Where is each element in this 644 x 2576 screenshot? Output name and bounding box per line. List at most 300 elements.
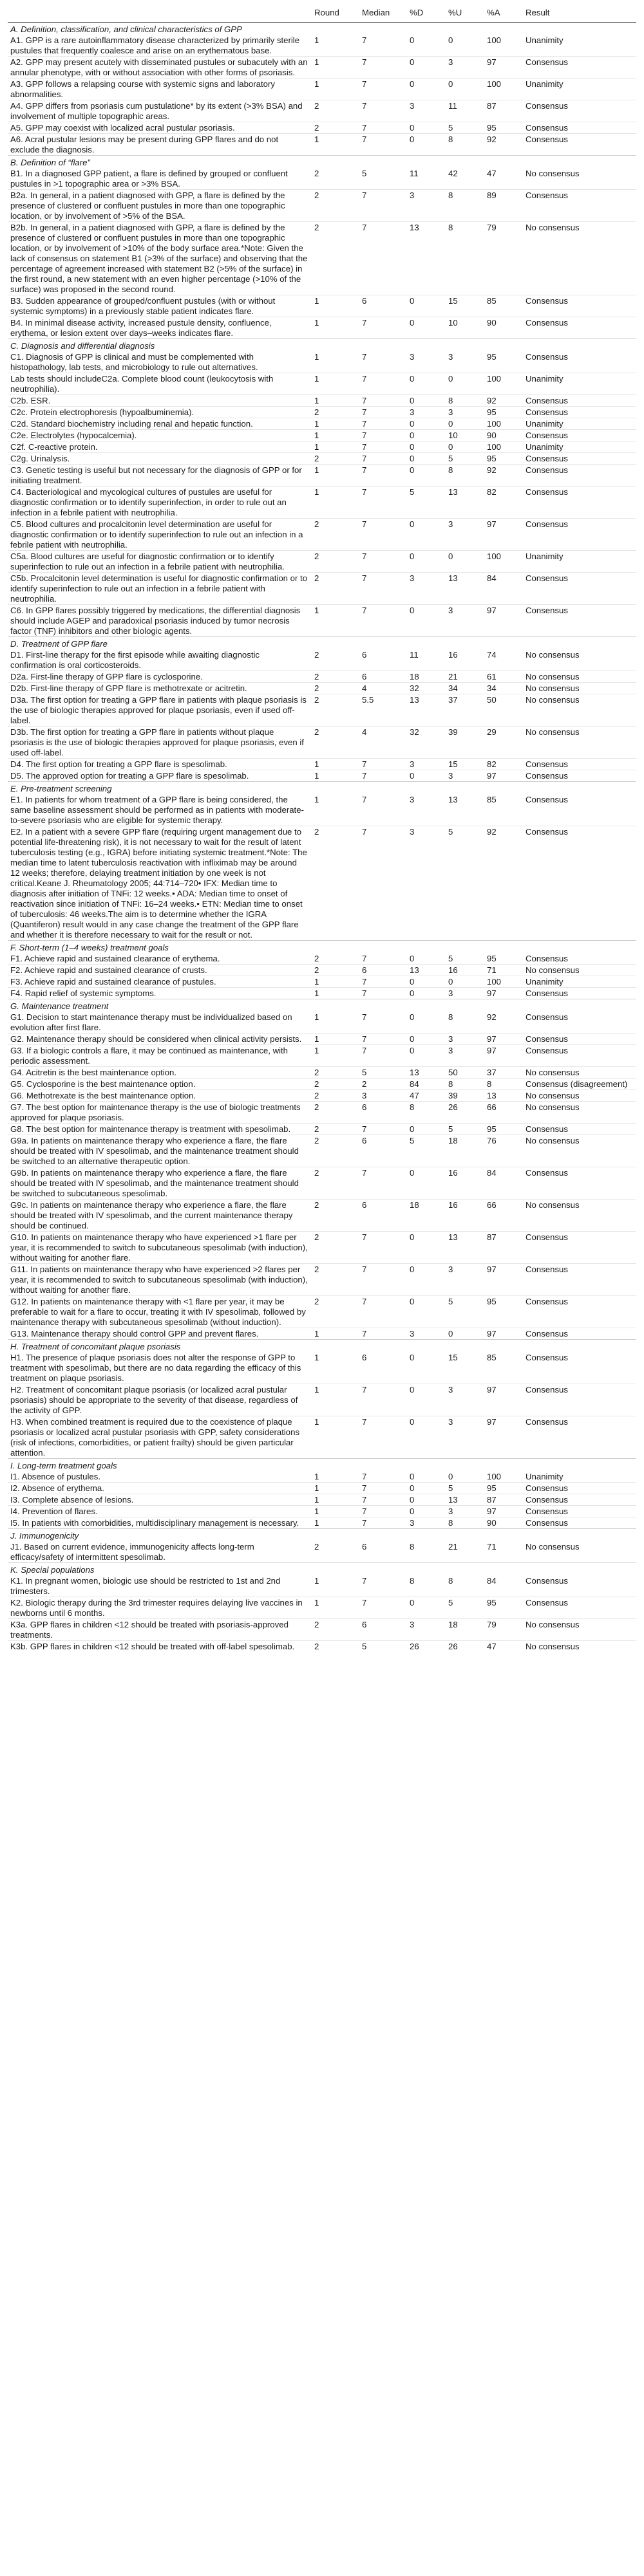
pct-disagree-cell: 0 [407, 430, 446, 441]
pct-disagree-cell: 0 [410, 396, 415, 405]
result-cell: Consensus [526, 134, 568, 144]
pct-undecided-cell: 5 [446, 122, 484, 134]
pct-agree-cell: 90 [487, 318, 497, 328]
pct-undecided-cell: 26 [446, 1102, 484, 1124]
table-row [8, 770, 636, 782]
round-cell: 2 [314, 954, 319, 963]
pct-disagree-cell: 0 [410, 954, 415, 963]
pct-disagree-cell: 8 [407, 1575, 446, 1597]
table-row [8, 1494, 636, 1506]
statement-cell: C2b. ESR. [10, 396, 51, 405]
pct-disagree-cell: 13 [410, 1068, 419, 1077]
statement-cell: H1. The presence of plaque psoriasis does not alter the response of GPP to treatment with spesolimab, but there are no data regarding the efficacy of this treatment on plaque psoriasis. [8, 1352, 312, 1384]
statement-cell: I1. Absence of pustules. [8, 1471, 312, 1483]
median-cell: 7 [359, 551, 407, 573]
pct-undecided-cell: 26 [448, 1642, 458, 1651]
result-cell: Consensus [523, 1045, 636, 1067]
pct-agree-cell: 29 [484, 727, 523, 759]
median-cell: 7 [359, 79, 407, 100]
statement-cell: G9c. In patients on maintenance therapy who experience a flare, the flare should be treated with IV spesolimab, and the current maintenance therapy should be continued. [8, 1200, 312, 1232]
result-cell: Consensus [523, 1264, 636, 1296]
table-row [8, 1483, 636, 1494]
median-cell: 5.5 [362, 695, 374, 705]
table-row [8, 1296, 636, 1328]
median-cell: 6 [359, 965, 407, 976]
statement-cell: I2. Absence of erythema. [10, 1483, 104, 1493]
round-cell: 2 [312, 453, 359, 465]
section-header-row [8, 782, 636, 795]
pct-agree-cell: 84 [487, 573, 497, 583]
pct-disagree-cell: 0 [410, 57, 415, 67]
round-cell: 2 [312, 190, 359, 222]
pct-undecided-cell: 15 [446, 295, 484, 317]
statement-cell: G5. Cyclosporine is the best maintenance option. [8, 1079, 312, 1090]
statement-cell: B2b. In general, in a patient diagnosed with GPP, a flare is defined by the presence of clustered or confluent pustules in more than one topographic location, or by involvement of >10% of the body surface area.*Note: Given the lack of consensus on statement B1 (>3% of the surface) and observing that the percentage of agreement increased with statement B2 (>5% of the surface) in the first round, a new statement with an even higher percentage (>10% of the surface) was proposed in the second round. [10, 223, 308, 294]
section-title: J. Immunogenicity [10, 1531, 79, 1541]
median-cell: 7 [362, 318, 367, 328]
median-cell: 2 [359, 1079, 407, 1090]
table-body [8, 23, 636, 1653]
table-row [8, 35, 636, 57]
round-cell: 1 [312, 1012, 359, 1033]
pct-undecided-cell: 3 [448, 352, 453, 362]
pct-undecided-cell: 0 [446, 373, 484, 395]
median-cell: 7 [359, 1045, 407, 1067]
pct-disagree-cell: 0 [407, 35, 446, 57]
round-cell: 1 [312, 1494, 359, 1506]
statement-cell: B3. Sudden appearance of grouped/confluent pustules (with or without systemic symptoms) in a previously stable patient indicates flare. [8, 295, 312, 317]
round-cell: 1 [314, 419, 319, 429]
round-cell: 1 [312, 1471, 359, 1483]
result-cell: No consensus [526, 1068, 580, 1077]
round-cell: 1 [312, 988, 359, 999]
median-cell: 7 [362, 573, 367, 583]
result-cell: Consensus [523, 407, 636, 418]
section-header-row [8, 999, 636, 1012]
median-cell: 5 [362, 1642, 367, 1651]
pct-disagree-cell: 0 [407, 373, 446, 395]
result-cell: Consensus [526, 1385, 568, 1395]
pct-undecided-cell: 13 [446, 486, 484, 519]
result-cell: Consensus [526, 573, 568, 583]
result-cell: Consensus [523, 1328, 636, 1340]
section-title: A. Definition, classification, and clinical characteristics of GPP [10, 24, 242, 34]
result-cell: Consensus [523, 988, 636, 999]
median-cell: 7 [359, 1494, 407, 1506]
pct-undecided-cell: 0 [446, 79, 484, 100]
result-cell: Consensus [526, 954, 568, 963]
table-row [8, 1079, 636, 1090]
result-cell: No consensus [523, 1200, 636, 1232]
pct-agree-cell: 97 [487, 1385, 497, 1395]
round-cell: 1 [312, 770, 359, 782]
table-row [8, 965, 636, 976]
median-cell: 7 [359, 453, 407, 465]
section-title: H. Treatment of concomitant plaque psoriasis [10, 1342, 181, 1351]
section-header-row [8, 339, 636, 352]
round-cell: 2 [312, 1135, 359, 1167]
result-cell: Consensus [523, 1517, 636, 1529]
table-row [8, 418, 636, 430]
median-cell: 6 [359, 1352, 407, 1384]
table-row [8, 134, 636, 156]
pct-disagree-cell: 13 [407, 965, 446, 976]
median-cell: 7 [359, 794, 407, 826]
median-cell: 7 [359, 407, 407, 418]
pct-undecided-cell: 3 [446, 770, 484, 782]
statement-cell: B4. In minimal disease activity, increased pustule density, confluence, erythema, or lesion extent over days–weeks indicates flare. [10, 318, 272, 338]
statement-cell: K2. Biologic therapy during the 3rd trimester requires delaying live vaccines in newborns until 6 months. [10, 1598, 303, 1618]
result-cell: Consensus [523, 794, 636, 826]
table-row [8, 1641, 636, 1653]
section-title: D. Treatment of GPP flare [10, 639, 108, 649]
pct-disagree-cell: 0 [410, 1034, 415, 1044]
pct-agree-cell: 95 [487, 1124, 497, 1134]
table-row [8, 122, 636, 134]
statement-cell: A4. GPP differs from psoriasis cum pustulatione* by its extent (>3% BSA) and involvement of multiple topographic areas. [10, 101, 303, 121]
median-cell: 6 [359, 649, 407, 671]
section-header-row [8, 941, 636, 954]
table-row [8, 988, 636, 999]
median-cell: 7 [362, 465, 367, 475]
round-cell: 2 [312, 1200, 359, 1232]
round-cell: 2 [314, 1068, 319, 1077]
result-cell: No consensus [526, 695, 580, 705]
round-cell: 1 [312, 295, 359, 317]
median-cell: 7 [362, 1232, 367, 1242]
result-cell: Unanimity [523, 79, 636, 100]
pct-agree-cell: 100 [487, 419, 502, 429]
pct-undecided-cell: 13 [446, 1494, 484, 1506]
pct-disagree-cell: 18 [410, 672, 419, 681]
section-header-row [8, 23, 636, 35]
round-cell: 2 [312, 965, 359, 976]
median-cell: 7 [359, 35, 407, 57]
statement-cell: G12. In patients on maintenance therapy with <1 flare per year, it may be preferable to wait for a flare to occur, treating it with IV spesolimab, followed by maintenance therapy with subcutaneous spesolimab (without induction). [10, 1297, 306, 1327]
pct-undecided-cell: 0 [448, 419, 453, 429]
pct-disagree-cell: 3 [407, 1619, 446, 1641]
pct-agree-cell: 97 [484, 1264, 523, 1296]
pct-agree-cell: 95 [487, 352, 497, 362]
statement-cell: G9b. In patients on maintenance therapy who experience a flare, the flare should be treated with IV spesolimab, and the maintenance treatment should be switched to subcutaneous spesolimab. [10, 1168, 299, 1198]
median-cell: 5 [362, 1068, 367, 1077]
pct-agree-cell: 100 [484, 79, 523, 100]
statement-cell: H3. When combined treatment is required due to the coexistence of plaque psoriasis or localized acral pustular psoriasis with GPP, safety considerations (risk of infections, comorbidities, or patient frailty) should be given particular attention. [8, 1416, 312, 1459]
pct-undecided-cell: 15 [448, 759, 458, 769]
table-row [8, 453, 636, 465]
median-cell: 3 [362, 1091, 367, 1100]
result-cell: Consensus [526, 1483, 568, 1493]
table-row [8, 1328, 636, 1340]
pct-disagree-cell: 3 [407, 407, 446, 418]
pct-undecided-cell: 5 [448, 1483, 453, 1493]
result-cell: Consensus [523, 453, 636, 465]
result-cell: No consensus [526, 1091, 580, 1100]
table-row [8, 671, 636, 683]
pct-undecided-cell: 3 [446, 605, 484, 637]
table-header [8, 0, 636, 23]
table-row [8, 649, 636, 671]
round-cell: 1 [312, 1517, 359, 1529]
header-median: Median [359, 0, 407, 23]
result-cell: No consensus [523, 1135, 636, 1167]
pct-undecided-cell: 37 [448, 695, 458, 705]
table-row [8, 486, 636, 519]
statement-cell: D2a. First-line therapy of GPP flare is cyclosporine. [10, 672, 203, 681]
table-row [8, 57, 636, 79]
pct-agree-cell: 100 [487, 442, 502, 452]
round-cell: 1 [314, 465, 319, 475]
round-cell: 1 [314, 134, 319, 144]
result-cell: No consensus [523, 683, 636, 694]
median-cell: 7 [359, 988, 407, 999]
table-row [8, 168, 636, 190]
pct-agree-cell: 97 [487, 519, 497, 529]
statement-cell: G2. Maintenance therapy should be considered when clinical activity persists. [10, 1034, 302, 1044]
table-row [8, 222, 636, 295]
pct-undecided-cell: 8 [448, 223, 453, 232]
pct-undecided-cell: 16 [446, 649, 484, 671]
table-row [8, 1124, 636, 1135]
table-row [8, 190, 636, 222]
median-cell: 7 [362, 419, 367, 429]
pct-disagree-cell: 3 [410, 101, 415, 111]
pct-agree-cell: 97 [484, 605, 523, 637]
statement-cell: E1. In patients for whom treatment of a GPP flare is being considered, the same baseline assessment should be performed as in patients with moderate-to-severe psoriasis who are eligible for systemic therapy. [8, 794, 312, 826]
statement-cell: C2c. Protein electrophoresis (hypoalbuminemia). [8, 407, 312, 418]
header-pct-agree: %A [484, 0, 523, 23]
pct-undecided-cell: 10 [446, 430, 484, 441]
result-cell: Unanimity [523, 551, 636, 573]
result-cell: Unanimity [523, 1471, 636, 1483]
statement-cell: D5. The approved option for treating a GPP flare is spesolimab. [8, 770, 312, 782]
round-cell: 2 [314, 1124, 319, 1134]
pct-disagree-cell: 11 [410, 169, 419, 178]
statement-cell: G1. Decision to start maintenance therapy must be individualized based on evolution after first flare. [8, 1012, 312, 1033]
section-title: I. Long-term treatment goals [10, 1461, 117, 1470]
result-cell: Consensus [523, 295, 636, 317]
table-row [8, 100, 636, 122]
round-cell: 1 [312, 1328, 359, 1340]
statement-cell: D2b. First-line therapy of GPP flare is methotrexate or acitretin. [8, 683, 312, 694]
pct-agree-cell: 92 [487, 134, 497, 144]
round-cell: 2 [312, 122, 359, 134]
table-row [8, 1045, 636, 1067]
result-cell: Consensus [523, 486, 636, 519]
table-row [8, 1575, 636, 1597]
median-cell: 4 [359, 727, 407, 759]
median-cell: 7 [359, 1575, 407, 1597]
round-cell: 2 [314, 672, 319, 681]
pct-agree-cell: 82 [484, 486, 523, 519]
table-row [8, 79, 636, 100]
round-cell: 1 [314, 1506, 319, 1516]
median-cell: 5 [362, 169, 367, 178]
median-cell: 7 [362, 977, 367, 987]
pct-undecided-cell: 8 [446, 1079, 484, 1090]
pct-agree-cell: 97 [484, 1416, 523, 1459]
statement-cell: G10. In patients on maintenance therapy who have experienced >1 flare per year, it is recommended to switch to subcutaneous spesolimab (with induction), without waiting for another flare. [10, 1232, 308, 1263]
pct-disagree-cell: 0 [410, 465, 415, 475]
median-cell: 7 [362, 1598, 367, 1608]
pct-undecided-cell: 11 [448, 101, 457, 111]
round-cell: 2 [312, 1079, 359, 1090]
pct-agree-cell: 82 [487, 759, 497, 769]
table-row [8, 395, 636, 407]
pct-disagree-cell: 0 [410, 318, 415, 328]
pct-disagree-cell: 3 [410, 759, 415, 769]
statement-cell: C5a. Blood cultures are useful for diagnostic confirmation or to identify superinfection to rule out an infection in a febrile patient with neutrophilia. [8, 551, 312, 573]
pct-undecided-cell: 42 [448, 169, 458, 178]
median-cell: 7 [362, 1034, 367, 1044]
pct-disagree-cell: 0 [410, 1124, 415, 1134]
pct-disagree-cell: 0 [410, 1598, 415, 1608]
header-round: Round [312, 0, 359, 23]
pct-agree-cell: 92 [487, 827, 497, 837]
round-cell: 1 [312, 79, 359, 100]
result-cell: Consensus [523, 430, 636, 441]
table-row [8, 1619, 636, 1641]
pct-disagree-cell: 3 [407, 190, 446, 222]
statement-cell: F2. Achieve rapid and sustained clearance of crusts. [8, 965, 312, 976]
round-cell: 2 [312, 1264, 359, 1296]
pct-agree-cell: 100 [484, 551, 523, 573]
table-row [8, 351, 636, 373]
median-cell: 7 [359, 770, 407, 782]
result-cell: No consensus [523, 649, 636, 671]
pct-agree-cell: 97 [484, 770, 523, 782]
round-cell: 1 [312, 35, 359, 57]
result-cell: Consensus [526, 1232, 568, 1242]
header-result: Result [523, 0, 636, 23]
statement-cell: C2g. Urinalysis. [8, 453, 312, 465]
statement-cell: D3a. The first option for treating a GPP flare in patients with plaque psoriasis is the use of biologic therapies approved for plaque psoriasis, even if used off-label. [10, 695, 307, 725]
round-cell: 1 [314, 1483, 319, 1493]
pct-agree-cell: 79 [484, 1619, 523, 1641]
statement-cell: I5. In patients with comorbidities, multidisciplinary management is necessary. [8, 1517, 312, 1529]
pct-disagree-cell: 0 [410, 1297, 415, 1306]
pct-undecided-cell: 3 [446, 988, 484, 999]
result-cell: No consensus [523, 727, 636, 759]
pct-undecided-cell: 21 [446, 1541, 484, 1563]
pct-undecided-cell: 18 [446, 1135, 484, 1167]
pct-agree-cell: 89 [484, 190, 523, 222]
statement-cell: A2. GPP may present acutely with disseminated pustules or subacutely with an annular phenotype, with or without association with other forms of psoriasis. [10, 57, 308, 77]
statement-cell: G6. Methotrexate is the best maintenance option. [10, 1091, 196, 1100]
round-cell: 1 [314, 1385, 319, 1395]
median-cell: 7 [362, 759, 367, 769]
pct-disagree-cell: 0 [407, 1494, 446, 1506]
pct-disagree-cell: 0 [410, 1168, 415, 1178]
result-cell: Consensus [523, 122, 636, 134]
result-cell: Unanimity [523, 373, 636, 395]
statement-cell: C3. Genetic testing is useful but not necessary for the diagnosis of GPP or for initiating treatment. [10, 465, 302, 485]
result-cell: No consensus [526, 1642, 580, 1651]
median-cell: 6 [359, 1102, 407, 1124]
result-cell: Consensus [523, 1352, 636, 1384]
statement-cell: G13. Maintenance therapy should control GPP and prevent flares. [8, 1328, 312, 1340]
median-cell: 7 [359, 430, 407, 441]
median-cell: 6 [359, 1541, 407, 1563]
statement-cell: G4. Acitretin is the best maintenance option. [10, 1068, 177, 1077]
pct-undecided-cell: 8 [448, 465, 453, 475]
pct-agree-cell: 85 [484, 1352, 523, 1384]
result-cell: Consensus [526, 352, 568, 362]
round-cell: 1 [314, 977, 319, 987]
table-row [8, 683, 636, 694]
round-cell: 2 [312, 683, 359, 694]
consensus-table-container [8, 0, 636, 1652]
pct-undecided-cell: 8 [446, 190, 484, 222]
pct-disagree-cell: 0 [410, 419, 415, 429]
round-cell: 1 [312, 605, 359, 637]
pct-undecided-cell: 3 [446, 1045, 484, 1067]
statement-cell: C5. Blood cultures and procalcitonin level determination are useful for diagnostic confirmation or to identify superinfection to rule out an infection in a febrile patient with neutrophilia. [10, 519, 303, 550]
table-row [8, 1033, 636, 1045]
statement-cell: C6. In GPP flares possibly triggered by medications, the differential diagnosis should include AGEP and paradoxical psoriasis induced by tumor necrosis factor (TNF) inhibitors and other biologic agents. [8, 605, 312, 637]
median-cell: 7 [359, 486, 407, 519]
result-cell: Consensus [526, 1124, 568, 1134]
pct-disagree-cell: 0 [407, 1045, 446, 1067]
table-row [8, 605, 636, 637]
pct-undecided-cell: 15 [446, 1352, 484, 1384]
result-cell: Consensus [523, 770, 636, 782]
pct-undecided-cell: 16 [448, 1168, 458, 1178]
pct-undecided-cell: 18 [446, 1619, 484, 1641]
median-cell: 7 [362, 442, 367, 452]
header-statement [8, 0, 312, 23]
pct-agree-cell: 92 [487, 465, 497, 475]
pct-disagree-cell: 18 [407, 1200, 446, 1232]
table-row [8, 573, 636, 605]
result-cell: Consensus [523, 605, 636, 637]
statement-cell: F3. Achieve rapid and sustained clearance of pustules. [10, 977, 216, 987]
pct-undecided-cell: 5 [448, 954, 453, 963]
result-cell: Consensus [523, 190, 636, 222]
result-cell: Consensus [523, 1494, 636, 1506]
pct-disagree-cell: 26 [410, 1642, 419, 1651]
table-row [8, 1232, 636, 1264]
result-cell: Consensus [526, 827, 568, 837]
result-cell: No consensus [523, 1102, 636, 1124]
median-cell: 7 [362, 1506, 367, 1516]
table-row [8, 1067, 636, 1079]
pct-undecided-cell: 3 [446, 1416, 484, 1459]
pct-undecided-cell: 8 [446, 1517, 484, 1529]
pct-undecided-cell: 5 [448, 1598, 453, 1608]
pct-disagree-cell: 0 [407, 1012, 446, 1033]
pct-agree-cell: 87 [487, 1232, 497, 1242]
table-row [8, 953, 636, 965]
median-cell: 6 [359, 1619, 407, 1641]
table-row [8, 1471, 636, 1483]
result-cell: No consensus [523, 1619, 636, 1641]
section-title: F. Short-term (1–4 weeks) treatment goals [10, 943, 169, 952]
header-pct-disagree: %D [407, 0, 446, 23]
pct-disagree-cell: 32 [407, 683, 446, 694]
pct-agree-cell: 100 [484, 35, 523, 57]
pct-agree-cell: 79 [487, 223, 497, 232]
table-row [8, 694, 636, 727]
round-cell: 2 [312, 1541, 359, 1563]
median-cell: 7 [359, 1328, 407, 1340]
result-cell: No consensus [526, 169, 580, 178]
table-row [8, 727, 636, 759]
table-row [8, 1012, 636, 1033]
result-cell: Consensus (disagreement) [523, 1079, 636, 1090]
pct-agree-cell: 97 [487, 1034, 497, 1044]
result-cell: Unanimity [526, 442, 564, 452]
